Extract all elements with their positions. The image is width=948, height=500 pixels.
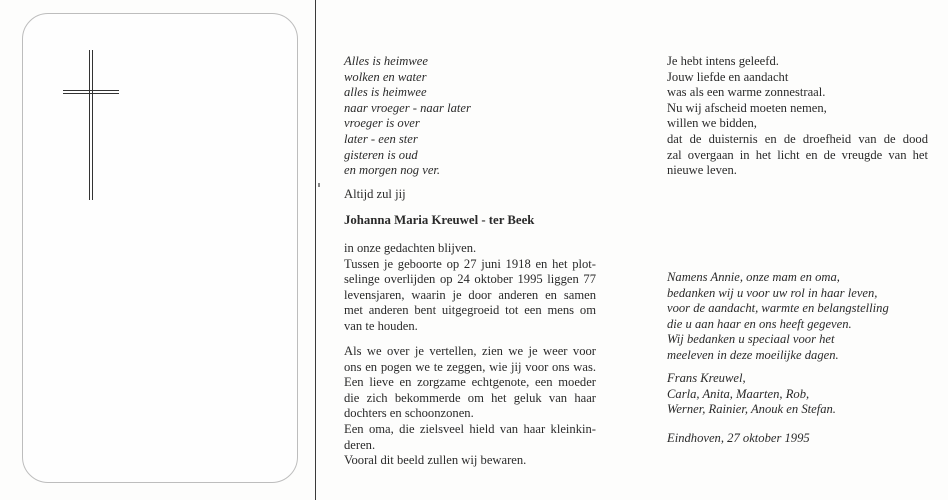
poem-line: later - een ster — [344, 131, 418, 146]
farewell-block — [667, 54, 928, 179]
thanks-line: Wij bedanken u speciaal voor het — [667, 332, 835, 347]
poem-line: Alles is heimwee — [344, 54, 428, 68]
farewell-line: Je hebt intens geleefd. — [667, 54, 779, 68]
memory-block — [344, 344, 596, 469]
bio-block — [344, 241, 596, 335]
farewell-line: nieuwe leven. — [667, 163, 737, 178]
memory-line: Een lieve en zorgzame echtgenote, een moeder — [344, 375, 596, 390]
family-names-line: Carla, Anita, Maarten, Rob, — [667, 386, 810, 401]
bio-line: Tussen je geboorte op 27 juni 1918 en het plot- — [344, 256, 596, 271]
thanks-line: voor de aandacht, warmte en belangstelling — [667, 301, 889, 316]
card-front-panel — [22, 13, 298, 483]
memory-line: Als we over je vertellen, zien we je weer voor — [344, 344, 596, 358]
memory-line: Een oma, die zielsveel hield van haar kleinkin- — [344, 421, 596, 436]
bio-line: van te houden. — [344, 318, 418, 333]
fold-mark — [318, 183, 320, 187]
poem-block — [344, 54, 471, 179]
thanks-block — [667, 270, 889, 364]
place-date: Eindhoven, 27 oktober 1995 — [667, 431, 810, 445]
farewell-line: willen we bidden, — [667, 116, 757, 131]
memory-line: deren. — [344, 437, 376, 452]
memory-line: dochters en schoonzonen. — [344, 406, 474, 421]
altijd-line: Altijd zul jij — [344, 187, 406, 201]
memory-line: ons en pogen we te zeggen, wie jij voor ons was. — [344, 359, 596, 374]
poem-line: vroeger is over — [344, 116, 420, 131]
farewell-line: dat de duisternis en de droefheid van de dood — [667, 131, 928, 146]
family-names-line: Werner, Rainier, Anouk en Stefan. — [667, 402, 836, 417]
bio-line: met anderen bent uitgegroeid tot een mens om — [344, 303, 596, 318]
family-names-block — [667, 371, 836, 418]
thanks-line: bedanken wij u voor uw rol in haar leven, — [667, 285, 878, 300]
poem-line: gisteren is oud — [344, 147, 418, 162]
fold-line — [315, 0, 316, 500]
cross-icon — [63, 50, 119, 200]
deceased-name: Johanna Maria Kreuwel - ter Beek — [344, 213, 535, 227]
family-names-line: Frans Kreuwel, — [667, 371, 746, 385]
poem-line: en morgen nog ver. — [344, 163, 441, 178]
farewell-line: Nu wij afscheid moeten nemen, — [667, 100, 827, 115]
farewell-line: was als een warme zonnestraal. — [667, 85, 826, 100]
memory-line: Vooral dit beeld zullen wij bewaren. — [344, 453, 527, 468]
thanks-line: meeleven in deze moeilijke dagen. — [667, 347, 839, 362]
thanks-line: Namens Annie, onze mam en oma, — [667, 270, 840, 284]
farewell-line: Jouw liefde en aandacht — [667, 69, 789, 84]
memory-line: die zich bekommerde om het geluk van haar — [344, 390, 596, 405]
poem-line: naar vroeger - naar later — [344, 100, 471, 115]
bio-line: levensjaren, waarin je door anderen en samen — [344, 287, 596, 302]
poem-line: wolken en water — [344, 69, 427, 84]
thanks-line: die u aan haar en ons heeft gegeven. — [667, 316, 852, 331]
bio-line: selinge overlijden op 24 oktober 1995 liggen 77 — [344, 272, 596, 287]
farewell-line: zal overgaan in het licht en de vreugde van het — [667, 147, 928, 162]
poem-line: alles is heimwee — [344, 85, 427, 100]
bio-line: in onze gedachten blijven. — [344, 241, 477, 255]
